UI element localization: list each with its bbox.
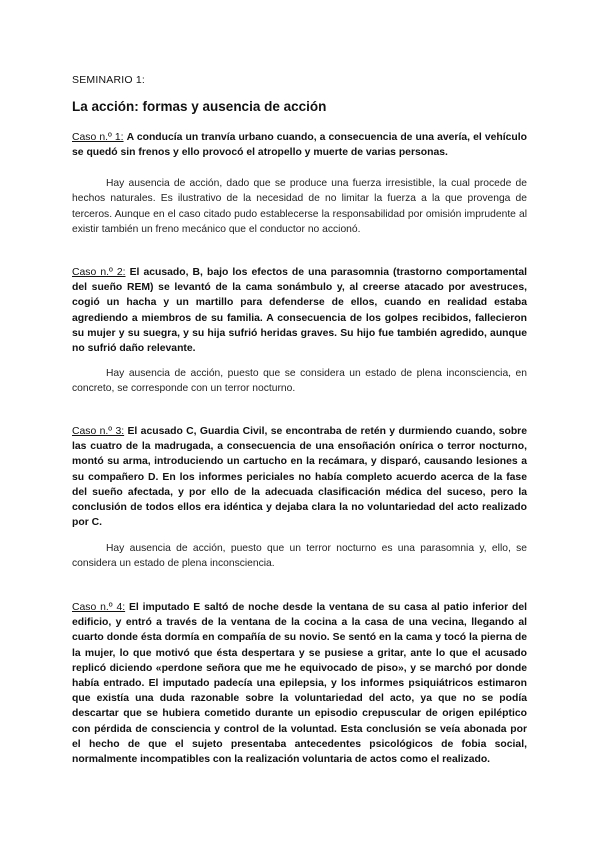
case-2-label: Caso n.º 2: <box>72 267 126 278</box>
case-4 <box>72 600 527 767</box>
seminar-heading: SEMINARIO 1: <box>72 74 145 86</box>
case-3-answer: Hay ausencia de acción, puesto que un terror nocturno es una parasomnia y, ello, se considera un estado de plena inconsciencia. <box>72 543 527 570</box>
case-4-text: El imputado E saltó de noche desde la ventana de su casa al patio inferior del edificio, y entró a través de la ventana de la cocina a la casa de una vecina, llegando al cuarto donde ésta dormía en compañía de su novio. Se sentó en la cama y tocó la pierna de la mujer, lo que motivó que ésta despertara y se pusiese a gritar, ante lo que el acusado replicó diciendo «perdone señora que me he equivocado de piso», y se marchó por donde había entrado. El imputado padecía una epilepsia, y los informes psiquiátricos estimaron que existía una duda razonable sobre la voluntariedad del acto, ya que no se podía descartar que se hubiera cometido durante un episodio crepuscular de origen epiléptico con pérdida de consciencia y control de la voluntad. Esta conclusión se veía abonada por el hecho de que el sujeto presentaba antecedentes psicológicos de fobia social, normalmente incompatibles con la realización voluntaria de actos como el realizado. <box>72 602 527 766</box>
case-1 <box>72 130 527 160</box>
case-2-answer: Hay ausencia de acción, puesto que se considera un estado de plena inconsciencia, en concreto, se corresponde con un terror nocturno. <box>72 368 527 395</box>
case-3 <box>72 424 527 530</box>
case-3-label: Caso n.º 3: <box>72 426 125 437</box>
case-1-answer: Hay ausencia de acción, dado que se produce una fuerza irresistible, la cual procede de hechos naturales. Es ilustrativo de la necesidad de no limitar la fuerza a la que provenga de terceros. Aunque en el caso citado pudo establecerse la responsabilidad por omisión imprudente al existir también un freno mecánico que el conductor no accionó. <box>72 178 527 236</box>
case-3-text: El acusado C, Guardia Civil, se encontraba de retén y durmiendo cuando, sobre las cuatro de la madrugada, a consecuencia de una ensoñación onírica o terror nocturno, montó su arma, introduciendo un cartucho en la recámara, y disparó, causando lesiones a su compañero D. En los informes periciales no había completo acuerdo acerca de la fase del sueño afectada, y por ello de la adecuada clasificación médica del suceso, pero la conclusión de todos ellos era idéntica y dejaba clara la no voluntariedad del acto realizado por C. <box>72 426 527 529</box>
page-title: La acción: formas y ausencia de acción <box>72 99 327 114</box>
case-2-text: El acusado, B, bajo los efectos de una parasomnia (trastorno comportamental del sueño REM) se levantó de la cama sonámbulo y, al creerse atacado por avestruces, cogió un hacha y un martillo para defenderse de ellos, cuando en realidad estaba agrediendo a miembros de su familia. A consecuencia de los golpes recibidos, fallecieron su mujer y su suegra, y su hija sufrió heridas graves. Su hijo fue también agredido, aunque no sufrió daño relevante. <box>72 267 527 355</box>
case-4-label: Caso n.º 4: <box>72 602 126 613</box>
case-2 <box>72 265 527 356</box>
case-1-label: Caso n.º 1: <box>72 132 124 143</box>
case-1-text: A conducía un tranvía urbano cuando, a consecuencia de una avería, el vehículo se quedó sin frenos y ello provocó el atropello y muerte de varias personas. <box>72 132 527 159</box>
